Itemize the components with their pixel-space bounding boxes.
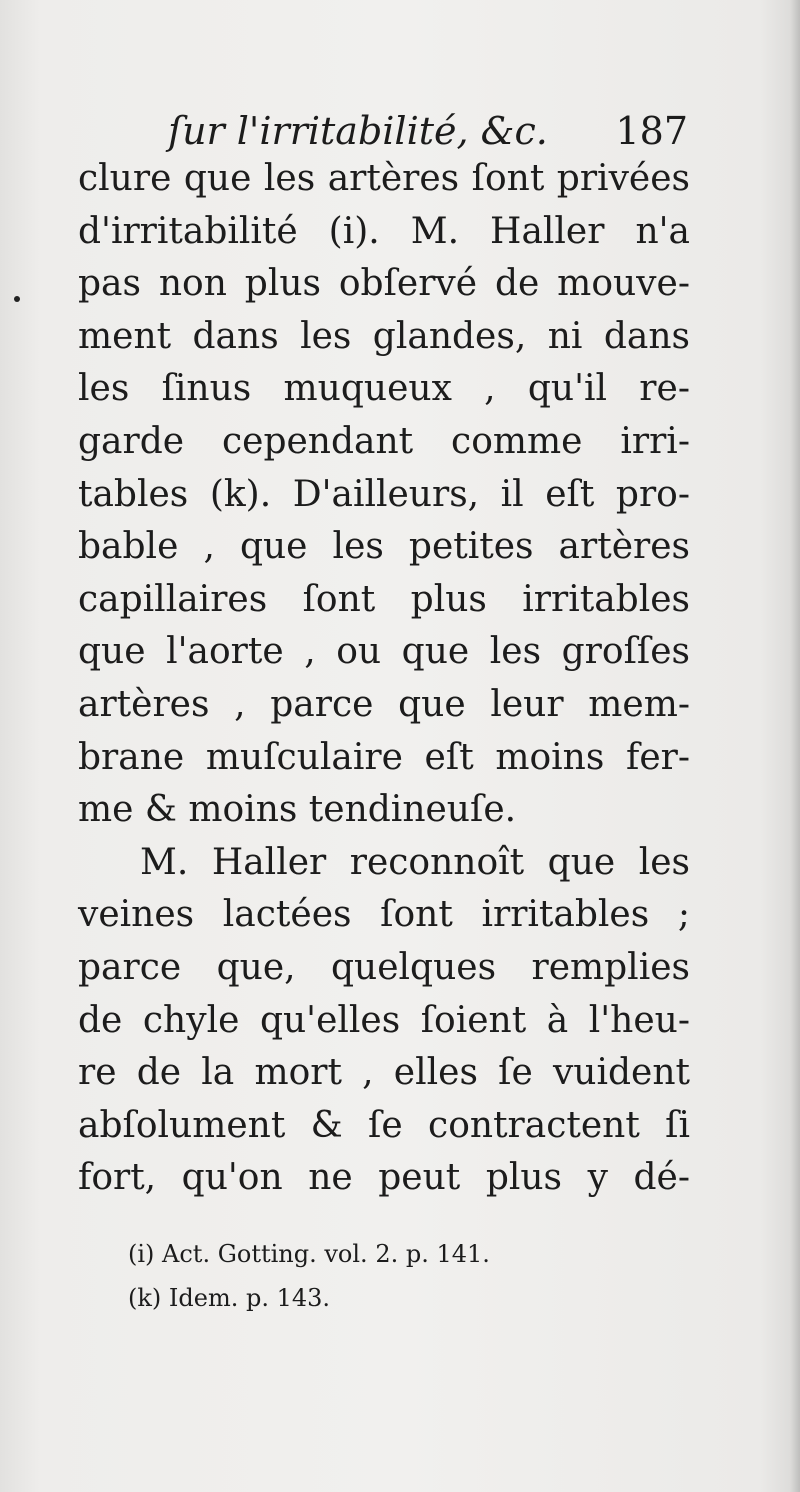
page-edge-shadow xyxy=(790,0,800,1492)
text-line-6: garde cependant comme irri- xyxy=(78,420,690,462)
text-line-13: me & moins tendineuſe. xyxy=(78,789,517,831)
text-line-17: de chyle qu'elles ſoient à l'heu- xyxy=(78,999,690,1041)
ink-speck xyxy=(14,296,20,302)
text-line-5: les ſinus muqueux , qu'il re- xyxy=(78,368,690,410)
text-line-14: M. Haller reconnoît que les xyxy=(140,841,690,883)
text-line-19: abſolument & ſe contractent ſi xyxy=(78,1104,690,1146)
footnotes xyxy=(128,1232,588,1320)
text-line-3: pas non plus obſervé de mouve- xyxy=(78,263,690,305)
text-line-10: que l'aorte , ou que les groſſes xyxy=(78,631,690,673)
text-line-12: brane muſculaire eſt moins fer- xyxy=(78,736,690,778)
page-number: 187 xyxy=(615,109,688,153)
text-line-15: veines lactées ſont irritables ; xyxy=(78,894,690,936)
text-line-4: ment dans les glandes, ni dans xyxy=(78,315,690,357)
text-line-8: bable , que les petites artères xyxy=(78,526,690,568)
footnote-k: (k) Idem. p. 143. xyxy=(128,1284,331,1312)
footnote-i: (i) Act. Gotting. vol. 2. p. 141. xyxy=(128,1240,490,1268)
text-line-7: tables (k). D'ailleurs, il eſt pro- xyxy=(78,473,690,515)
text-line-18: re de la mort , elles ſe vuident xyxy=(78,1052,690,1094)
text-line-9: capillaires ſont plus irritables xyxy=(78,578,690,620)
text-line-2: d'irritabilité (i). M. Haller n'a xyxy=(78,210,690,252)
text-line-20: fort, qu'on ne peut plus y dé- xyxy=(78,1157,690,1199)
text-line-16: parce que, quelques remplies xyxy=(78,946,690,988)
text-line-1: clure que les artères ſont privées xyxy=(78,158,690,199)
running-title: ſur l'irritabilité, &c. xyxy=(168,109,548,153)
text-line-11: artères , parce que leur mem- xyxy=(78,683,690,725)
body-text xyxy=(78,153,690,1205)
